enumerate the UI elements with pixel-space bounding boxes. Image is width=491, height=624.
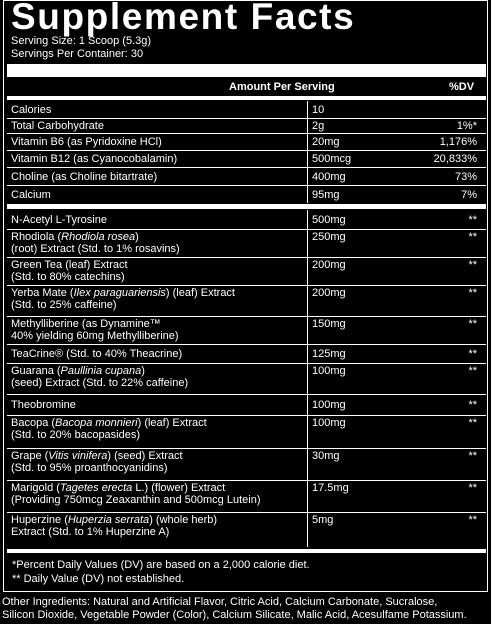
row-dv: ** bbox=[468, 231, 477, 243]
row-dv: ** bbox=[468, 482, 477, 494]
row-name-line: (Std. to 95% proanthocyanidins) bbox=[11, 462, 168, 474]
row-amount: 125mg bbox=[312, 348, 346, 360]
column-divider bbox=[307, 101, 308, 118]
column-divider bbox=[307, 119, 308, 133]
ingredient-row bbox=[7, 364, 486, 394]
column-divider bbox=[307, 258, 308, 285]
row-name-line: N-Acetyl L-Tyrosine bbox=[11, 214, 107, 226]
row-dv: ** bbox=[468, 259, 477, 271]
row-name-line: Calories bbox=[11, 104, 52, 116]
nutrient-row bbox=[7, 134, 486, 150]
row-dv: ** bbox=[468, 417, 477, 429]
row-name bbox=[11, 171, 296, 183]
row-name bbox=[11, 214, 296, 226]
column-divider bbox=[307, 230, 308, 257]
serving-size: Serving Size: 1 Scoop (5.3g) bbox=[11, 35, 152, 47]
row-name-line: Theobromine bbox=[11, 399, 76, 411]
row-amount: 100mg bbox=[312, 417, 346, 429]
row-amount: 100mg bbox=[312, 365, 346, 377]
row-dv: ** bbox=[468, 365, 477, 377]
row-amount: 200mg bbox=[312, 259, 346, 271]
row-amount: 2g bbox=[312, 120, 325, 132]
row-name-line: Rhodiola (Rhodiola rosea) bbox=[11, 231, 139, 243]
row-name bbox=[11, 231, 296, 255]
row-name bbox=[11, 514, 296, 538]
row-dv: ** bbox=[468, 514, 477, 526]
column-divider bbox=[307, 364, 308, 394]
row-name-line: Vitamin B6 (as Pyridoxine HCl) bbox=[11, 136, 162, 148]
row-dv: ** bbox=[468, 450, 477, 462]
ingredient-row bbox=[7, 416, 486, 448]
nutrient-row bbox=[7, 168, 486, 185]
row-name-line: Marigold (Tagetes erecta L.) (flower) Extract bbox=[11, 482, 226, 494]
row-amount: 200mg bbox=[312, 287, 346, 299]
row-name bbox=[11, 417, 296, 441]
column-divider bbox=[307, 286, 308, 316]
row-name-line: (seed) Extract (Std. to 22% caffeine) bbox=[11, 377, 189, 389]
row-dv: ** bbox=[468, 287, 477, 299]
ingredient-row bbox=[7, 317, 486, 344]
other-ingredients-line: Silicon Dioxide, Vegetable Powder (Color), Calcium Silicate, Malic Acid, Acesulfame Potassium. bbox=[2, 609, 467, 621]
row-amount: 150mg bbox=[312, 318, 346, 330]
row-name-line: Huperzine (Huperzia serrata) (whole herb) bbox=[11, 514, 218, 526]
row-amount: 5mg bbox=[312, 514, 334, 526]
column-divider bbox=[307, 416, 308, 448]
footnote-divider bbox=[7, 549, 486, 553]
thick-divider bbox=[7, 64, 486, 77]
row-name-line: 40% yielding 60mg Methylliberine) bbox=[11, 330, 179, 342]
row-name-line: Extract (Std. to 1% Huperzine A) bbox=[11, 526, 170, 538]
row-name-line: (Std. to 80% catechins) bbox=[11, 271, 125, 283]
column-divider bbox=[307, 317, 308, 344]
other-ingredients-line: Other Ingredients: Natural and Artificial Flavor, Citric Acid, Calcium Carbonate, Sucralose, bbox=[2, 596, 438, 608]
row-name bbox=[11, 259, 296, 283]
ingredient-row bbox=[7, 449, 486, 480]
row-name-line: (root) Extract (Std. to 1% rosavins) bbox=[11, 243, 180, 255]
row-dv: ** bbox=[468, 348, 477, 360]
row-name bbox=[11, 318, 296, 342]
row-name bbox=[11, 399, 296, 411]
row-name bbox=[11, 287, 296, 311]
row-dv: ** bbox=[468, 399, 477, 411]
footnote-not-established: ** Daily Value (DV) not established. bbox=[12, 573, 185, 585]
column-divider bbox=[307, 395, 308, 415]
row-name-line: Bacopa (Bacopa monnieri) (leaf) Extract bbox=[11, 417, 207, 429]
row-name-line: Grape (Vitis vinifera) (seed) Extract bbox=[11, 450, 183, 462]
nutrient-row bbox=[7, 186, 486, 203]
row-name bbox=[11, 450, 296, 474]
supplement-facts-panel bbox=[3, 0, 488, 592]
column-divider bbox=[307, 168, 308, 185]
row-amount: 250mg bbox=[312, 231, 346, 243]
column-divider bbox=[307, 345, 308, 363]
section-divider bbox=[7, 204, 486, 209]
row-amount: 17.5mg bbox=[312, 482, 349, 494]
row-name-line: (Std. to 20% bacopasides) bbox=[11, 429, 141, 441]
ingredient-row bbox=[7, 230, 486, 257]
servings-per-container: Servings Per Container: 30 bbox=[11, 48, 144, 60]
ingredient-row bbox=[7, 481, 486, 512]
row-name-line: Guarana (Paullinia cupana) bbox=[11, 365, 145, 377]
ingredient-row bbox=[7, 513, 486, 547]
row-dv: ** bbox=[468, 318, 477, 330]
row-amount: 95mg bbox=[312, 189, 340, 201]
ingredient-row bbox=[7, 258, 486, 285]
row-name bbox=[11, 153, 296, 165]
row-name-line: Total Carbohydrate bbox=[11, 120, 104, 132]
header-dv: %DV bbox=[449, 81, 475, 93]
nutrient-row bbox=[7, 119, 486, 133]
row-name-line: Vitamin B12 (as Cyanocobalamin) bbox=[11, 153, 178, 165]
row-name bbox=[11, 104, 296, 116]
row-amount: 30mg bbox=[312, 450, 340, 462]
row-name bbox=[11, 482, 296, 506]
row-amount: 20mg bbox=[312, 136, 340, 148]
ingredient-row bbox=[7, 395, 486, 415]
row-name-line: TeaCrine® (Std. to 40% Theacrine) bbox=[11, 348, 183, 360]
ingredient-row bbox=[7, 286, 486, 316]
header-divider bbox=[7, 96, 486, 100]
row-name-line: (Providing 750mcg Zeaxanthin and 500mcg Lutein) bbox=[11, 494, 261, 506]
row-dv: 1,176% bbox=[439, 136, 477, 148]
ingredient-row bbox=[7, 210, 486, 229]
row-amount: 100mg bbox=[312, 399, 346, 411]
row-dv: ** bbox=[468, 214, 477, 226]
column-divider bbox=[307, 151, 308, 167]
other-ingredients bbox=[2, 596, 490, 622]
column-divider bbox=[307, 481, 308, 512]
column-divider bbox=[307, 186, 308, 203]
row-name-line: (Std. to 25% caffeine) bbox=[11, 299, 117, 311]
row-name-line: Methylliberine (as Dynamine™ bbox=[11, 318, 161, 330]
row-name bbox=[11, 189, 296, 201]
header-amount: Amount Per Serving bbox=[229, 81, 335, 93]
column-divider bbox=[307, 134, 308, 150]
row-amount: 500mcg bbox=[312, 153, 352, 165]
row-name-line: Yerba Mate (Ilex paraguariensis) (leaf) Extract bbox=[11, 287, 235, 299]
row-name bbox=[11, 348, 296, 360]
panel-title: Supplement Facts bbox=[11, 0, 356, 37]
row-dv: 20,833% bbox=[433, 153, 477, 165]
row-name-line: Green Tea (leaf) Extract bbox=[11, 259, 128, 271]
row-dv: 1%* bbox=[456, 120, 477, 132]
row-name bbox=[11, 120, 296, 132]
row-amount: 10 bbox=[312, 104, 325, 116]
row-name-line: Calcium bbox=[11, 189, 51, 201]
nutrient-row bbox=[7, 101, 486, 118]
column-divider bbox=[307, 513, 308, 547]
ingredient-row bbox=[7, 345, 486, 363]
row-amount: 400mg bbox=[312, 171, 346, 183]
row-name bbox=[11, 136, 296, 148]
row-name bbox=[11, 365, 296, 389]
row-amount: 500mg bbox=[312, 214, 346, 226]
row-name-line: Choline (as Choline bitartrate) bbox=[11, 171, 158, 183]
nutrient-row bbox=[7, 151, 486, 167]
column-divider bbox=[307, 449, 308, 480]
column-divider bbox=[307, 210, 308, 229]
footnote-dv: *Percent Daily Values (DV) are based on a 2,000 calorie diet. bbox=[12, 559, 310, 571]
row-dv: 7% bbox=[461, 189, 477, 201]
row-dv: 73% bbox=[454, 171, 477, 183]
